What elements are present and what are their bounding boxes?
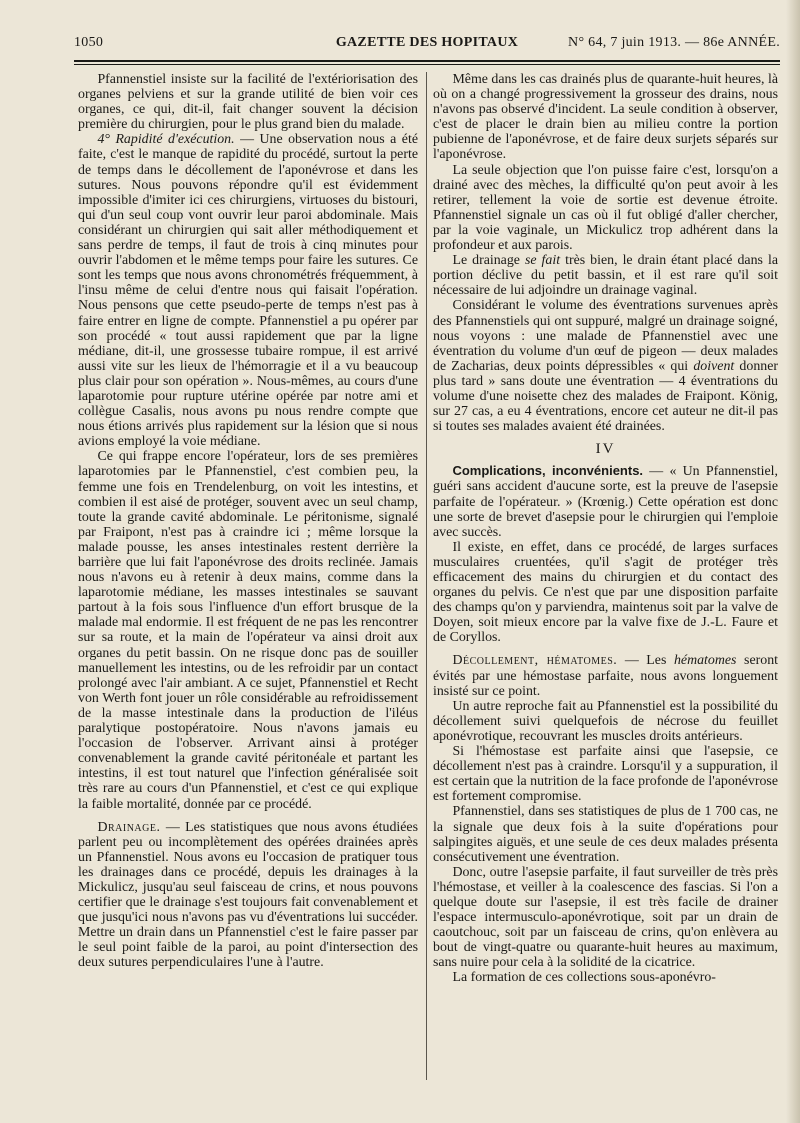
issue-info: N° 64, 7 juin 1913. — 86e ANNÉE.	[568, 35, 780, 50]
paragraph: La seule objection que l'on puisse faire c'est, lorsqu'on a drainé avec des mèches, la difficulté qu'on peut avoir à les retirer, tellement la voie de sortie est devenue étroite. Pfannenstiel signale un cas où il fut obligé d'aller chercher, par la voie vaginale, un Mickulicz trop adhérent dans la profondeur et aux parois.	[433, 162, 778, 254]
page-number: 1050	[74, 35, 104, 50]
page-edge-shadow	[786, 0, 800, 1123]
paragraph: Considérant le volume des éventrations survenues après des Pfannenstiels qui ont suppuré, malgré un drainage soigné, nous voyons : une malade de Pfannenstiel avec une éventration du volume d'un œuf de pigeon — deux malades de Zacharias, deux points dépressibles « qui doivent donner plus tard » sans doute une éventration — 4 éventrations du volume d'une noisette chez des malades de Fraipont. König, sur 27 cas, a eu 4 éventrations, encore cet auteur ne dit-il pas si toutes ses malades avaient été drainées.	[433, 298, 778, 435]
paragraph-heading: Drainage.	[97, 819, 161, 835]
paragraph: Pfannenstiel insiste sur la facilité de l'extériorisation des organes pelviens et sur la grande utilité de bien voir ces organes, ce qui, dit-il, fait changer souvent la décision première du chirurgien, pour le plus grand bien du malade.	[78, 72, 418, 133]
paragraph: La formation de ces collections sous-aponévro-	[452, 970, 716, 986]
paragraph-heading: 4° Rapidité d'exécution.	[97, 132, 235, 148]
paragraph: Un autre reproche fait au Pfannenstiel est la possibilité du décollement suivi quelquefois de nécrose du feuillet aponévrotique, recouvrant les muscles droits antérieurs.	[433, 698, 778, 744]
paragraph: Pfannenstiel, dans ses statistiques de plus de 1 700 cas, ne la signale que deux fois à la suite d'opérations pour salpingites aiguës, et une seule de ces deux malades présenta consécutivement une éventration.	[433, 804, 778, 865]
paragraph: Même dans les cas drainés plus de quarante-huit heures, là où on a changé progressivement la grosseur des drains, nous n'avons pas observé d'incident. La seule condition à observer, c'est de placer le drain bien au milieu contre la portion pubienne de l'aponévrose, et de faire deux surjets séparés sur l'aponévrose.	[433, 72, 779, 163]
paragraph: Le drainage se fait très bien, le drain étant placé dans la portion déclive du petit bassin, et il est rare qu'il soit nécessaire de lui adjoindre un drainage vaginal.	[433, 253, 778, 299]
right-column	[433, 72, 778, 986]
header-rule	[74, 60, 780, 65]
paragraph: Drainage. — Les statistiques que nous avons étudiées parlent peu ou incomplètement des opérées drainées après un Pfannenstiel. Nous avons eu l'occasion de pratiquer tous les drainages dans ce procédé, depuis les drainages à la Mickulicz, jusqu'au seul faisceau de crins, et nous pouvons certifier que le drainage s'est toujours fait convenablement et que jusqu'ici nous n'avons pas vu d'éventrations lui succéder. Mettre un drain dans un Pfannenstiel c'est le faire passer par le seul point faible de la paroi, au point d'intersection des deux sutures perpendiculaires l'une à l'autre.	[78, 819, 418, 971]
paragraph: 4° Rapidité d'exécution. — Une observation nous a été faite, c'est le manque de rapidité du procédé, surtout la perte de temps dans le décollement de l'aponévrose et dans les sutures. Nous pouvons répondre qu'il est évidemment impossible d'imiter ici ces chirurgiens, virtuoses du bistouri, qui d'un seul coup vont ouvrir leur paroi abdominale. Mais considérant un chirurgien qui sait aller méthodiquement et sans perdre de temps, il faut de trois à cinq minutes pour ouvrir l'abdomen et le même temps pour faire les sutures. Ce sont les temps que nous avons chronométrés fréquemment, à l'insu même de celui d'entre nous qui faisait l'opération. Nous pensons que cette pseudo-perte de temps n'est pas à faire entrer en ligne de compte. Pfannenstiel a pu opérer par son procédé « tout aussi rapidement que par la ligne médiane, dit-il, une grossesse tubaire rompue, il est arrivé aussi vite sur les lieux de l'hémorragie et il a vu beaucoup plus clair pour son opération ». Nous-mêmes, au cours d'une laparotomie pour rupture utérine opérée par notre ami et collègue Casalis, nous avons pu nous rendre compte que nous étions arrivés plus rapidement sur la lésion que si nous avions employé la voie médiane.	[78, 132, 418, 450]
paragraph: Ce qui frappe encore l'opérateur, lors de ses premières laparotomies par le Pfannenstiel, c'est combien peu, la femme une fois en Trendelenburg, on voit les intestins, et combien il est aisé de protéger, souvent avec un seul champ, toute la grande cavité abdominale. Le péritonisme, signalé par Fraipont, n'est pas à craindre ici ; même lorsque la malade pousse, les anses intestinales restent derrière la barrière que lui fait l'aponévrose des droits reclinée. Jamais nous n'avons eu à retenir à deux mains, comme dans la laparotomie médiane, les masses intestinales se sauvant partout à la fois sous l'influence d'un effort brusque de la malade mal endormie. Il est fréquent de ne pas les rencontrer sur sa route, et la main de l'opérateur va ainsi droit aux organes du petit bassin. On ne risque donc pas de souiller manuellement les intestins, ou de les refroidir par un contact prolongé avec l'air ambiant. A ce sujet, Pfannenstiel et Recht von Werth font jouer un rôle considérable au refroidissement de la masse intestinale dans la production de l'iléus paralytique postopératoire. Nous n'avons jamais eu l'occasion de l'observer. Arrivant ainsi à protéger convenablement la grande cavité péritonéale et partant les intestins, il est tout naturel que l'infection généralisée soit très rare au cours d'un Pfannenstiel, et c'est ce qui explique la faible mortalité, donnée par ce procédé.	[78, 449, 418, 812]
column-divider	[426, 72, 427, 1080]
paragraph: Décollement, hématomes. — Les hématomes seront évités par une hémostase parfaite, nous avons longuement insisté sur ce point.	[433, 653, 779, 699]
paragraph-heading: Complications, inconvénients.	[452, 463, 644, 479]
left-column	[78, 72, 418, 971]
paragraph: Donc, outre l'asepsie parfaite, il faut surveiller de très près l'hémostase, et veiller à la coalescence des fascias. Si l'on a quelque doute sur l'asepsie, il est très facile de drainer l'espace intermusculo-aponévrotique, soit par un drain de caoutchouc, soit par un faisceau de crins, qu'on enlèvera au bout de vingt-quatre ou quarante-huit heures au maximum, sans nuire pour cela à la solidité de la cicatrice.	[433, 864, 778, 971]
paragraph: Complications, inconvénients. — « Un Pfannenstiel, guéri sans accident d'aucune sorte, est la preuve de l'asepsie parfaite de l'opérateur. » (Krœnig.) Cette opération est donc une sorte de brevet d'asepsie pour le chirurgien qui l'emploie avec succès.	[433, 463, 779, 540]
paragraph: Il existe, en effet, dans ce procédé, de larges surfaces musculaires cruentées, qu'il s'agit de protéger très efficacement des mains du chirurgien et du contact des organes du pelvis. Ce n'est que par une disposition parfaite des champs qu'on y parviendra, maintenus soit par la valve de Doyen, soit mieux encore par la valve fixe de J.-L. Faure et de Coryllos.	[433, 539, 778, 646]
paragraph-heading: Décollement, hématomes.	[452, 653, 618, 669]
paragraph: Si l'hémostase est parfaite ainsi que l'asepsie, ce décollement n'est pas à craindre. Lorsqu'il y a suppuration, il est certain que la nutrition de la face profonde de l'aponévrose est fortement compromise.	[433, 744, 778, 805]
section-number: IV	[595, 441, 616, 458]
journal-title: GAZETTE DES HOPITAUX	[335, 35, 519, 50]
